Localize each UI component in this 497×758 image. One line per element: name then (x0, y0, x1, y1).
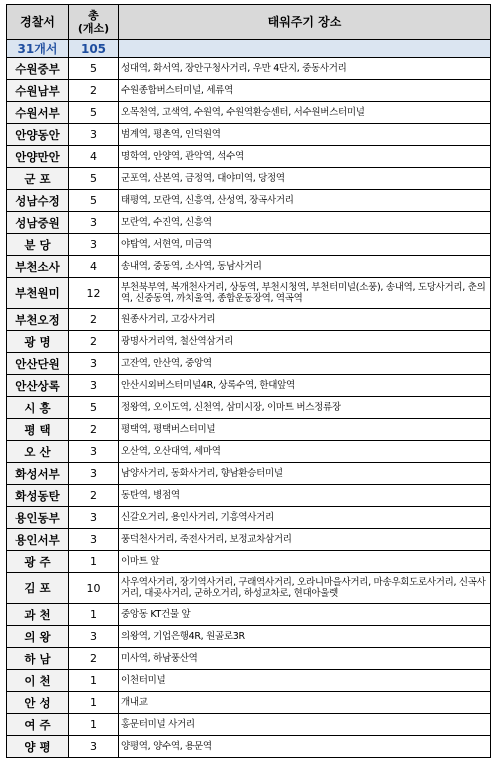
location-count-cell: 3 (69, 124, 119, 146)
table-row (7, 234, 491, 256)
location-count-cell: 5 (69, 397, 119, 419)
station-name-cell: 하 남 (7, 648, 69, 670)
drop-off-places-cell: 사우역사거리, 장기역사거리, 구래역사거리, 오라니마을사거리, 마송우회도로사거리, 신곡사거리, 대곶사거리, 군하오거리, 하성교차로, 현대아울렛 (119, 573, 491, 604)
table-row (7, 80, 491, 102)
location-count-cell: 3 (69, 529, 119, 551)
table-row (7, 736, 491, 758)
station-name-cell: 수원서부 (7, 102, 69, 124)
station-name-cell: 과 천 (7, 604, 69, 626)
header-count: 총 (개소) (69, 5, 119, 40)
location-count-cell: 3 (69, 353, 119, 375)
location-count-cell: 10 (69, 573, 119, 604)
drop-off-places-cell: 태평역, 모란역, 신흥역, 산성역, 장곡사거리 (119, 190, 491, 212)
header-places: 태워주기 장소 (119, 5, 491, 40)
station-name-cell: 수원중부 (7, 58, 69, 80)
station-name-cell: 여 주 (7, 714, 69, 736)
location-count-cell: 5 (69, 190, 119, 212)
drop-off-places-cell: 이천터미널 (119, 670, 491, 692)
table-row (7, 604, 491, 626)
table-row (7, 551, 491, 573)
location-count-cell: 2 (69, 80, 119, 102)
table-row (7, 256, 491, 278)
table-row (7, 102, 491, 124)
drop-off-places-cell: 범계역, 평촌역, 인덕원역 (119, 124, 491, 146)
table-row (7, 375, 491, 397)
station-name-cell: 오 산 (7, 441, 69, 463)
location-count-cell: 2 (69, 309, 119, 331)
station-name-cell: 부천원미 (7, 278, 69, 309)
station-name-cell: 시 흥 (7, 397, 69, 419)
drop-off-places-cell: 부천북부역, 복개천사거리, 상동역, 부천시청역, 부천터미널(소풍), 송내역, 도당사거리, 춘의역, 신중동역, 까치울역, 종합운동장역, 역곡역 (119, 278, 491, 309)
drop-off-places-cell: 남양사거리, 동화사거리, 향남환승터미널 (119, 463, 491, 485)
drop-off-places-cell: 풍덕천사거리, 죽전사거리, 보정교차삼거리 (119, 529, 491, 551)
location-count-cell: 4 (69, 256, 119, 278)
location-count-cell: 2 (69, 485, 119, 507)
drop-off-places-cell: 정왕역, 오이도역, 신천역, 삼미시장, 이마트 버스정류장 (119, 397, 491, 419)
station-name-cell: 이 천 (7, 670, 69, 692)
table-row (7, 190, 491, 212)
drop-off-places-cell: 원종사거리, 고강사거리 (119, 309, 491, 331)
station-name-cell: 안양동안 (7, 124, 69, 146)
station-name-cell: 용인서부 (7, 529, 69, 551)
table-row (7, 507, 491, 529)
location-count-cell: 3 (69, 626, 119, 648)
drop-off-places-cell: 양평역, 양수역, 용문역 (119, 736, 491, 758)
location-count-cell: 3 (69, 375, 119, 397)
location-count-cell: 12 (69, 278, 119, 309)
location-count-cell: 5 (69, 102, 119, 124)
table-row (7, 529, 491, 551)
location-count-cell: 2 (69, 419, 119, 441)
station-name-cell: 용인동부 (7, 507, 69, 529)
location-count-cell: 4 (69, 146, 119, 168)
drop-off-places-cell: 개내교 (119, 692, 491, 714)
drop-off-places-cell: 모란역, 수진역, 신흥역 (119, 212, 491, 234)
location-count-cell: 3 (69, 463, 119, 485)
station-name-cell: 김 포 (7, 573, 69, 604)
location-count-cell: 2 (69, 331, 119, 353)
station-name-cell: 광 주 (7, 551, 69, 573)
station-name-cell: 부천소사 (7, 256, 69, 278)
drop-off-places-cell: 평택역, 평택버스터미널 (119, 419, 491, 441)
drop-off-places-cell: 중앙동 KT건물 앞 (119, 604, 491, 626)
table-row (7, 58, 491, 80)
station-name-cell: 안양만안 (7, 146, 69, 168)
table-row (7, 124, 491, 146)
station-name-cell: 성남수정 (7, 190, 69, 212)
location-count-cell: 3 (69, 736, 119, 758)
table-row (7, 573, 491, 604)
station-name-cell: 양 평 (7, 736, 69, 758)
table-row (7, 146, 491, 168)
table-row (7, 692, 491, 714)
summary-row (7, 40, 491, 58)
drop-off-places-cell: 이마트 앞 (119, 551, 491, 573)
table-row (7, 463, 491, 485)
drop-off-places-cell: 홍문터미널 사거리 (119, 714, 491, 736)
station-name-cell: 화성동탄 (7, 485, 69, 507)
location-count-cell: 1 (69, 551, 119, 573)
drop-off-places-cell: 안산시외버스터미널4R, 상록수역, 한대앞역 (119, 375, 491, 397)
header-station: 경찰서 (7, 5, 69, 40)
drop-off-places-cell: 명학역, 안양역, 관악역, 석수역 (119, 146, 491, 168)
station-name-cell: 평 택 (7, 419, 69, 441)
table-row (7, 278, 491, 309)
summary-places (119, 40, 491, 58)
location-count-cell: 3 (69, 441, 119, 463)
station-name-cell: 화성서부 (7, 463, 69, 485)
location-count-cell: 1 (69, 670, 119, 692)
station-name-cell: 부천오정 (7, 309, 69, 331)
table-row (7, 397, 491, 419)
location-count-cell: 1 (69, 692, 119, 714)
station-name-cell: 성남중원 (7, 212, 69, 234)
summary-count: 105 (69, 40, 119, 58)
table-row (7, 168, 491, 190)
location-count-cell: 5 (69, 168, 119, 190)
drop-off-places-cell: 성대역, 화서역, 장안구청사거리, 우만 4단지, 중동사거리 (119, 58, 491, 80)
drop-off-places-cell: 동탄역, 병점역 (119, 485, 491, 507)
station-name-cell: 안산상록 (7, 375, 69, 397)
drop-off-places-cell: 미사역, 하남풍산역 (119, 648, 491, 670)
table-row (7, 626, 491, 648)
station-name-cell: 수원남부 (7, 80, 69, 102)
station-name-cell: 안 성 (7, 692, 69, 714)
table-row (7, 331, 491, 353)
drop-off-places-cell: 오산역, 오산대역, 세마역 (119, 441, 491, 463)
table-row (7, 353, 491, 375)
location-count-cell: 3 (69, 212, 119, 234)
drop-off-places-cell: 송내역, 중동역, 소사역, 동남사거리 (119, 256, 491, 278)
location-count-cell: 1 (69, 604, 119, 626)
table-row (7, 212, 491, 234)
drop-off-places-cell: 고잔역, 안산역, 중앙역 (119, 353, 491, 375)
drop-off-places-cell: 오목천역, 고색역, 수원역, 수원역환승센터, 서수원버스터미널 (119, 102, 491, 124)
table-row (7, 309, 491, 331)
location-count-cell: 3 (69, 507, 119, 529)
table-row (7, 485, 491, 507)
drop-off-places-cell: 광명사거리역, 철산역삼거리 (119, 331, 491, 353)
table-header-row (7, 5, 491, 40)
summary-station: 31개서 (7, 40, 69, 58)
drop-off-places-cell: 수원종합버스터미널, 세류역 (119, 80, 491, 102)
table-row (7, 714, 491, 736)
table-row (7, 419, 491, 441)
station-name-cell: 군 포 (7, 168, 69, 190)
police-station-table-container (6, 4, 490, 758)
station-name-cell: 안산단원 (7, 353, 69, 375)
location-count-cell: 2 (69, 648, 119, 670)
station-name-cell: 광 명 (7, 331, 69, 353)
station-name-cell: 분 당 (7, 234, 69, 256)
drop-off-places-cell: 군포역, 산본역, 금정역, 대야미역, 당정역 (119, 168, 491, 190)
drop-off-places-cell: 의왕역, 기업은행4R, 원골로3R (119, 626, 491, 648)
drop-off-locations-table (6, 4, 491, 758)
table-row (7, 648, 491, 670)
drop-off-places-cell: 신갈오거리, 용인사거리, 기흥역사거리 (119, 507, 491, 529)
drop-off-places-cell: 야탑역, 서현역, 미금역 (119, 234, 491, 256)
location-count-cell: 3 (69, 234, 119, 256)
table-row (7, 441, 491, 463)
station-name-cell: 의 왕 (7, 626, 69, 648)
location-count-cell: 5 (69, 58, 119, 80)
location-count-cell: 1 (69, 714, 119, 736)
